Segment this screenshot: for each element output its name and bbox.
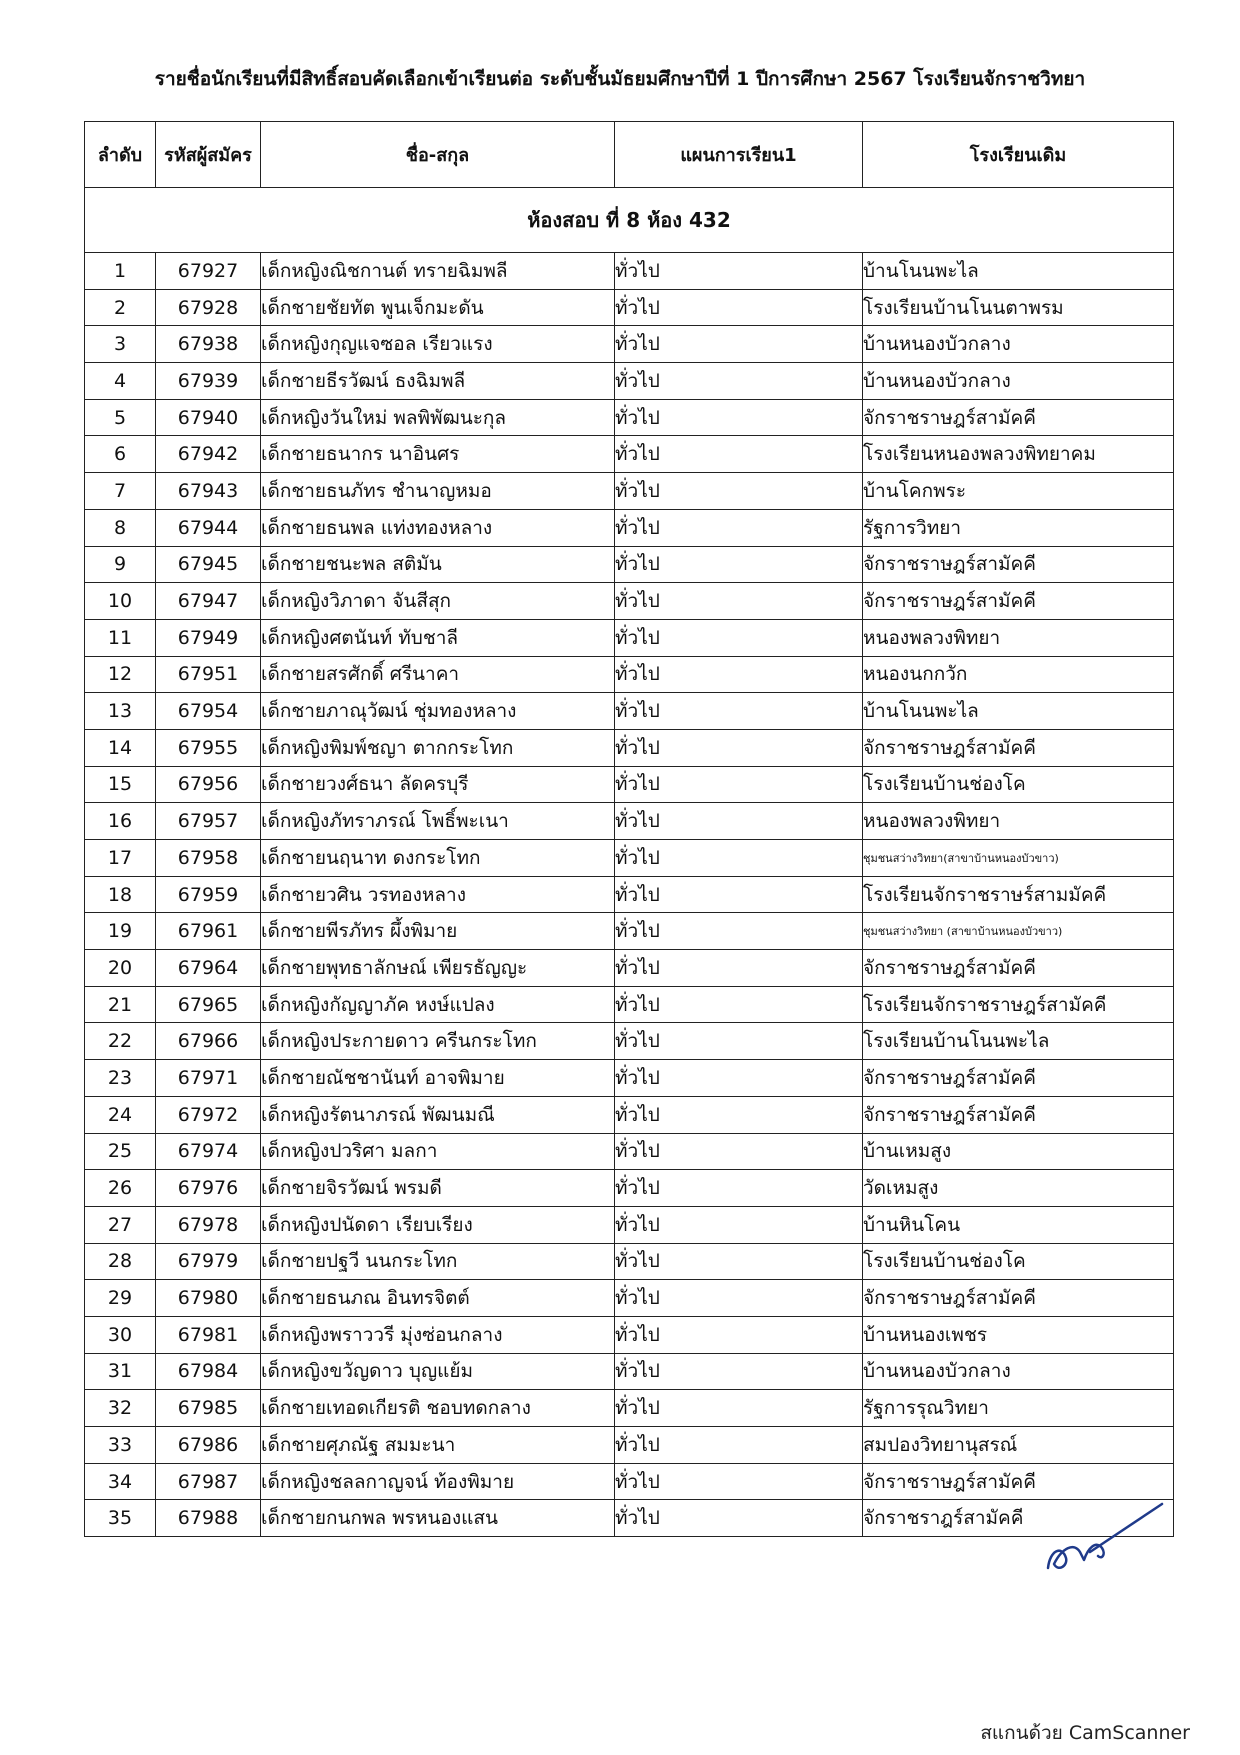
previous-school: จักราชราษฎร์สามัคคี [863, 546, 1174, 583]
table-row [85, 1060, 1174, 1097]
student-name: เด็กชายสรศักดิ์ ศรีนาคา [261, 656, 615, 693]
study-plan: ทั่วไป [615, 1463, 863, 1500]
study-plan: ทั่วไป [615, 1243, 863, 1280]
applicant-id: 67959 [156, 876, 261, 913]
table-row [85, 546, 1174, 583]
table-row [85, 1316, 1174, 1353]
student-name: เด็กหญิงขวัญดาว บุญแย้ม [261, 1353, 615, 1390]
previous-school: โรงเรียนบ้านช่องโค [863, 1243, 1174, 1280]
row-number: 31 [85, 1353, 156, 1390]
signature-icon [1040, 1490, 1170, 1580]
study-plan: ทั่วไป [615, 766, 863, 803]
table-row [85, 289, 1174, 326]
student-name: เด็กหญิงประกายดาว ครีนกระโทก [261, 1023, 615, 1060]
row-number: 27 [85, 1206, 156, 1243]
applicant-id: 67988 [156, 1500, 261, 1537]
applicant-id: 67938 [156, 326, 261, 363]
table-row [85, 1427, 1174, 1464]
study-plan: ทั่วไป [615, 986, 863, 1023]
exam-room-label: ห้องสอบ ที่ 8 ห้อง 432 [85, 188, 1174, 253]
row-number: 2 [85, 289, 156, 326]
applicant-id: 67943 [156, 473, 261, 510]
row-number: 32 [85, 1390, 156, 1427]
applicant-id: 67978 [156, 1206, 261, 1243]
row-number: 15 [85, 766, 156, 803]
student-roster-table [84, 121, 1174, 1537]
table-row [85, 766, 1174, 803]
row-number: 13 [85, 693, 156, 730]
table-row [85, 583, 1174, 620]
row-number: 1 [85, 253, 156, 290]
student-name: เด็กหญิงกัญญาภัค หงษ์แปลง [261, 986, 615, 1023]
study-plan: ทั่วไป [615, 840, 863, 877]
student-name: เด็กหญิงรัตนาภรณ์ พัฒนมณี [261, 1096, 615, 1133]
table-row [85, 253, 1174, 290]
table-row [85, 1390, 1174, 1427]
study-plan: ทั่วไป [615, 656, 863, 693]
row-number: 11 [85, 619, 156, 656]
table-row [85, 803, 1174, 840]
previous-school: วัดเหมสูง [863, 1170, 1174, 1207]
previous-school: หนองนกกวัก [863, 656, 1174, 693]
study-plan: ทั่วไป [615, 363, 863, 400]
row-number: 19 [85, 913, 156, 950]
student-name: เด็กชายพุทธาลักษณ์ เพียรธัญญะ [261, 950, 615, 987]
student-name: เด็กชายวศิน วรทองหลาง [261, 876, 615, 913]
previous-school: บ้านหนองเพชร [863, 1316, 1174, 1353]
student-name: เด็กชายธีรวัฒน์ ธงฉิมพลี [261, 363, 615, 400]
table-row [85, 1133, 1174, 1170]
applicant-id: 67949 [156, 619, 261, 656]
study-plan: ทั่วไป [615, 950, 863, 987]
previous-school: โรงเรียนจักราชราษฎร์สามัคคี [863, 986, 1174, 1023]
study-plan: ทั่วไป [615, 436, 863, 473]
applicant-id: 67985 [156, 1390, 261, 1427]
student-name: เด็กหญิงศตนันท์ ทับชาลี [261, 619, 615, 656]
study-plan: ทั่วไป [615, 1133, 863, 1170]
previous-school: หนองพลวงพิทยา [863, 619, 1174, 656]
applicant-id: 67980 [156, 1280, 261, 1317]
applicant-id: 67965 [156, 986, 261, 1023]
header-no: ลำดับ [85, 122, 156, 188]
applicant-id: 67984 [156, 1353, 261, 1390]
previous-school: จักราชราษฎร์สามัคคี [863, 583, 1174, 620]
scanner-watermark: สแกนด้วย CamScanner [980, 1722, 1190, 1744]
student-name: เด็กชายพีรภัทร ผึ้งพิมาย [261, 913, 615, 950]
applicant-id: 67974 [156, 1133, 261, 1170]
previous-school: โรงเรียนหนองพลวงพิทยาคม [863, 436, 1174, 473]
previous-school: บ้านโคกพระ [863, 473, 1174, 510]
previous-school: สมปองวิทยานุสรณ์ [863, 1427, 1174, 1464]
study-plan: ทั่วไป [615, 289, 863, 326]
student-name: เด็กหญิงชลลกาญจน์ ท้องพิมาย [261, 1463, 615, 1500]
student-name: เด็กชายธนากร นาอินศร [261, 436, 615, 473]
previous-school: บ้านหนองบัวกลาง [863, 1353, 1174, 1390]
student-name: เด็กชายภาณุวัฒน์ ชุ่มทองหลาง [261, 693, 615, 730]
study-plan: ทั่วไป [615, 1390, 863, 1427]
previous-school: ชุมชนสว่างวิทยา(สาขาบ้านหนองบัวขาว) [863, 840, 1174, 877]
header-applicant-id: รหัสผู้สมัคร [156, 122, 261, 188]
applicant-id: 67940 [156, 399, 261, 436]
row-number: 26 [85, 1170, 156, 1207]
row-number: 7 [85, 473, 156, 510]
previous-school: ชุมชนสว่างวิทยา (สาขาบ้านหนองบัวขาว) [863, 913, 1174, 950]
student-name: เด็กหญิงวันใหม่ พลพิพัฒนะกุล [261, 399, 615, 436]
row-number: 9 [85, 546, 156, 583]
row-number: 5 [85, 399, 156, 436]
applicant-id: 67976 [156, 1170, 261, 1207]
previous-school: จักราชราษฎร์สามัคคี [863, 729, 1174, 766]
study-plan: ทั่วไป [615, 1206, 863, 1243]
study-plan: ทั่วไป [615, 1023, 863, 1060]
applicant-id: 67944 [156, 509, 261, 546]
row-number: 18 [85, 876, 156, 913]
row-number: 30 [85, 1316, 156, 1353]
applicant-id: 67958 [156, 840, 261, 877]
applicant-id: 67987 [156, 1463, 261, 1500]
table-row [85, 840, 1174, 877]
study-plan: ทั่วไป [615, 1170, 863, 1207]
applicant-id: 67939 [156, 363, 261, 400]
study-plan: ทั่วไป [615, 583, 863, 620]
row-number: 33 [85, 1427, 156, 1464]
row-number: 17 [85, 840, 156, 877]
student-name: เด็กชายธนพล แท่งทองหลาง [261, 509, 615, 546]
student-name: เด็กชายนฤนาท ดงกระโทก [261, 840, 615, 877]
study-plan: ทั่วไป [615, 253, 863, 290]
header-study-plan: แผนการเรียน1 [615, 122, 863, 188]
applicant-id: 67927 [156, 253, 261, 290]
student-name: เด็กชายปฐวี นนกระโทก [261, 1243, 615, 1280]
applicant-id: 67986 [156, 1427, 261, 1464]
applicant-id: 67942 [156, 436, 261, 473]
row-number: 35 [85, 1500, 156, 1537]
row-number: 21 [85, 986, 156, 1023]
applicant-id: 67964 [156, 950, 261, 987]
table-row [85, 693, 1174, 730]
applicant-id: 67947 [156, 583, 261, 620]
study-plan: ทั่วไป [615, 1427, 863, 1464]
study-plan: ทั่วไป [615, 1500, 863, 1537]
study-plan: ทั่วไป [615, 913, 863, 950]
student-name: เด็กชายณัชชานันท์ อาจพิมาย [261, 1060, 615, 1097]
row-number: 14 [85, 729, 156, 766]
table-row [85, 509, 1174, 546]
header-previous-school: โรงเรียนเดิม [863, 122, 1174, 188]
applicant-id: 67981 [156, 1316, 261, 1353]
row-number: 4 [85, 363, 156, 400]
header-name: ชื่อ-สกุล [261, 122, 615, 188]
table-row [85, 656, 1174, 693]
row-number: 10 [85, 583, 156, 620]
student-name: เด็กหญิงปนัดดา เรียบเรียง [261, 1206, 615, 1243]
student-name: เด็กชายกนกพล พรหนองแสน [261, 1500, 615, 1537]
previous-school: โรงเรียนจักราชราษร์สามมัคคี [863, 876, 1174, 913]
student-name: เด็กหญิงณิชกานต์ ทรายฉิมพลี [261, 253, 615, 290]
applicant-id: 67955 [156, 729, 261, 766]
previous-school: บ้านเหมสูง [863, 1133, 1174, 1170]
student-name: เด็กชายศุภณัฐ สมมะนา [261, 1427, 615, 1464]
applicant-id: 67966 [156, 1023, 261, 1060]
table-row [85, 619, 1174, 656]
row-number: 20 [85, 950, 156, 987]
table-row [85, 1170, 1174, 1207]
previous-school: โรงเรียนบ้านช่องโค [863, 766, 1174, 803]
row-number: 28 [85, 1243, 156, 1280]
table-row [85, 950, 1174, 987]
study-plan: ทั่วไป [615, 473, 863, 510]
previous-school: บ้านหินโคน [863, 1206, 1174, 1243]
applicant-id: 67972 [156, 1096, 261, 1133]
student-name: เด็กชายวงศ์ธนา ลัดครบุรี [261, 766, 615, 803]
previous-school: บ้านหนองบัวกลาง [863, 363, 1174, 400]
study-plan: ทั่วไป [615, 1316, 863, 1353]
previous-school: จักราชราษฎร์สามัคคี [863, 1060, 1174, 1097]
row-number: 34 [85, 1463, 156, 1500]
applicant-id: 67954 [156, 693, 261, 730]
study-plan: ทั่วไป [615, 399, 863, 436]
study-plan: ทั่วไป [615, 803, 863, 840]
previous-school: จักราชราษฎร์สามัคคี [863, 950, 1174, 987]
row-number: 22 [85, 1023, 156, 1060]
previous-school: บ้านโนนพะไล [863, 693, 1174, 730]
table-row [85, 986, 1174, 1023]
previous-school: จักราชราฎร์สามัคคี [863, 1500, 1174, 1537]
student-name: เด็กชายชัยทัต พูนเจ็กมะดัน [261, 289, 615, 326]
table-row [85, 326, 1174, 363]
row-number: 3 [85, 326, 156, 363]
student-name: เด็กหญิงวิภาดา จันสีสุก [261, 583, 615, 620]
applicant-id: 67951 [156, 656, 261, 693]
study-plan: ทั่วไป [615, 729, 863, 766]
student-name: เด็กชายธนภณ อินทรจิตต์ [261, 1280, 615, 1317]
row-number: 29 [85, 1280, 156, 1317]
student-name: เด็กหญิงพิมพ์ชญา ตากกระโทก [261, 729, 615, 766]
table-row [85, 473, 1174, 510]
student-name: เด็กหญิงพราววรี มุ่งซ่อนกลาง [261, 1316, 615, 1353]
applicant-id: 67945 [156, 546, 261, 583]
student-name: เด็กหญิงกุญแจซอล เรียวแรง [261, 326, 615, 363]
table-row [85, 1096, 1174, 1133]
study-plan: ทั่วไป [615, 876, 863, 913]
student-name: เด็กชายเทอดเกียรติ ชอบทดกลาง [261, 1390, 615, 1427]
previous-school: โรงเรียนบ้านโนนตาพรม [863, 289, 1174, 326]
previous-school: หนองพลวงพิทยา [863, 803, 1174, 840]
table-row [85, 1023, 1174, 1060]
table-row [85, 1206, 1174, 1243]
table-body [85, 253, 1174, 1537]
study-plan: ทั่วไป [615, 693, 863, 730]
previous-school: จักราชราษฎร์สามัคคี [863, 1096, 1174, 1133]
applicant-id: 67956 [156, 766, 261, 803]
previous-school: รัฐการรุณวิทยา [863, 1390, 1174, 1427]
table-row [85, 876, 1174, 913]
previous-school: จักราชราษฎร์สามัคคี [863, 1280, 1174, 1317]
study-plan: ทั่วไป [615, 1280, 863, 1317]
previous-school: จักราชราษฎร์สามัคคี [863, 1463, 1174, 1500]
applicant-id: 67957 [156, 803, 261, 840]
row-number: 8 [85, 509, 156, 546]
student-name: เด็กชายธนภัทร ชำนาญหมอ [261, 473, 615, 510]
study-plan: ทั่วไป [615, 546, 863, 583]
table-row [85, 1280, 1174, 1317]
previous-school: โรงเรียนบ้านโนนพะไล [863, 1023, 1174, 1060]
table-row [85, 1243, 1174, 1280]
previous-school: บ้านโนนพะไล [863, 253, 1174, 290]
table-row [85, 399, 1174, 436]
applicant-id: 67928 [156, 289, 261, 326]
student-name: เด็กชายชนะพล สติมัน [261, 546, 615, 583]
table-row [85, 1500, 1174, 1537]
previous-school: รัฐการวิทยา [863, 509, 1174, 546]
table-row [85, 1463, 1174, 1500]
applicant-id: 67961 [156, 913, 261, 950]
study-plan: ทั่วไป [615, 1096, 863, 1133]
table-row [85, 363, 1174, 400]
table-row [85, 1353, 1174, 1390]
study-plan: ทั่วไป [615, 619, 863, 656]
row-number: 12 [85, 656, 156, 693]
student-name: เด็กหญิงภัทราภรณ์ โพธิ์พะเนา [261, 803, 615, 840]
student-name: เด็กหญิงปวริศา มลกา [261, 1133, 615, 1170]
header-row [85, 122, 1174, 188]
table-row [85, 436, 1174, 473]
room-row [85, 188, 1174, 253]
table-row [85, 729, 1174, 766]
table-row [85, 913, 1174, 950]
row-number: 24 [85, 1096, 156, 1133]
row-number: 16 [85, 803, 156, 840]
previous-school: จักราชราษฎร์สามัคคี [863, 399, 1174, 436]
previous-school: บ้านหนองบัวกลาง [863, 326, 1174, 363]
row-number: 6 [85, 436, 156, 473]
student-name: เด็กชายจิรวัฒน์ พรมดี [261, 1170, 615, 1207]
study-plan: ทั่วไป [615, 509, 863, 546]
study-plan: ทั่วไป [615, 326, 863, 363]
row-number: 25 [85, 1133, 156, 1170]
row-number: 23 [85, 1060, 156, 1097]
study-plan: ทั่วไป [615, 1353, 863, 1390]
applicant-id: 67979 [156, 1243, 261, 1280]
applicant-id: 67971 [156, 1060, 261, 1097]
study-plan: ทั่วไป [615, 1060, 863, 1097]
page-title: รายชื่อนักเรียนที่มีสิทธิ์สอบคัดเลือกเข้าเรียนต่อ ระดับชั้นมัธยมศึกษาปีที่ 1 ปีการศึกษา 2567 โรงเรียนจักราชวิทยา [154, 68, 1086, 90]
